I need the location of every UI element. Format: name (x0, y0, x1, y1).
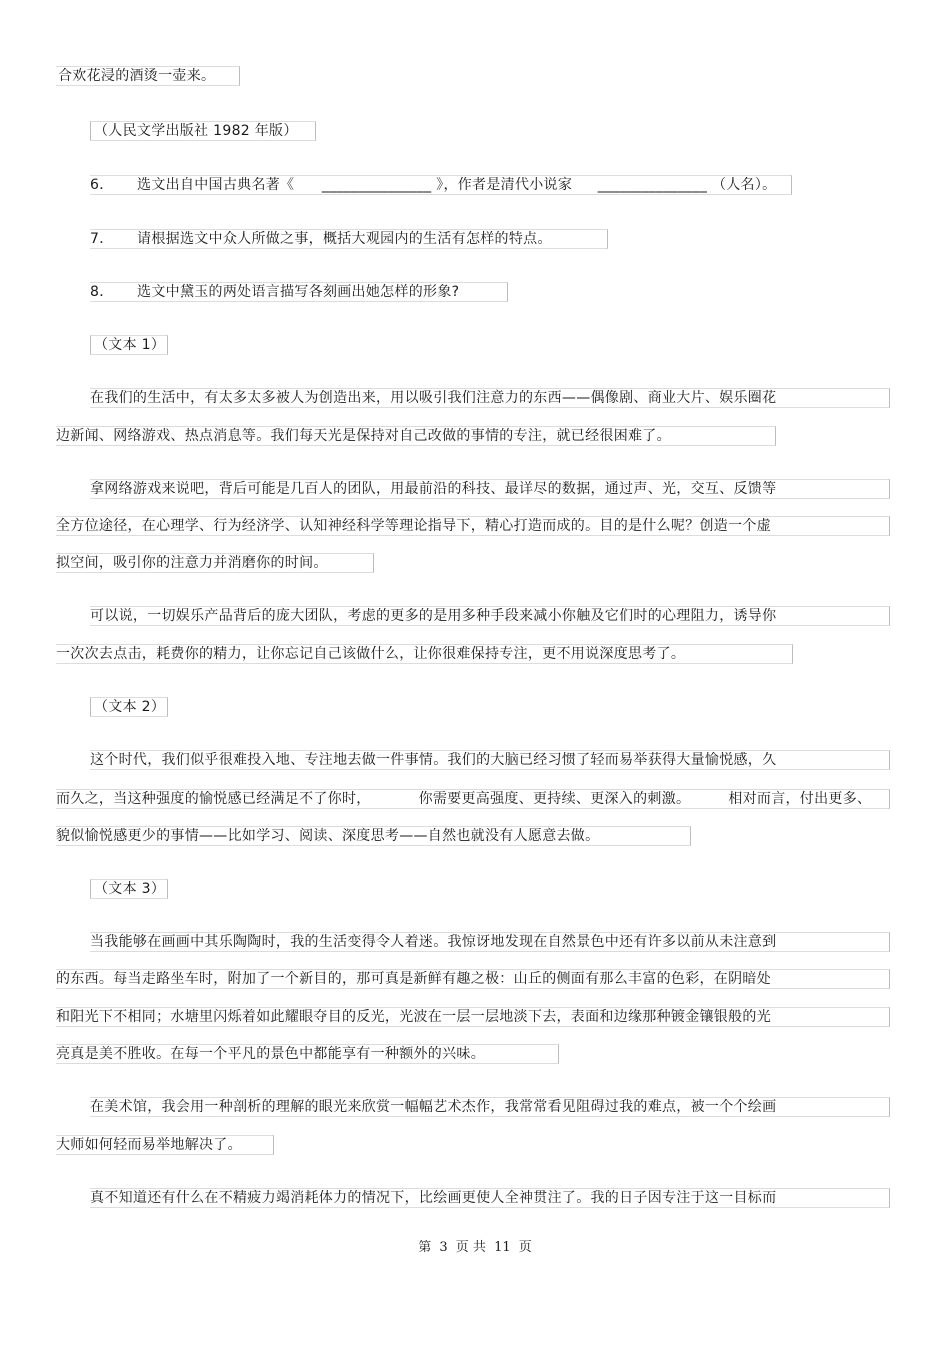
paragraph-line: 全方位途径，在心理学、行为经济学、认知神经科学等理论指导下，精心打造而成的。目的是什么呢？创造一个虚 (56, 518, 771, 534)
footer-text: 页 共 (455, 1240, 486, 1255)
question-text: 选文出自中国古典名著《 (137, 177, 295, 193)
answer-blank: _______________ (321, 177, 432, 193)
question-number: 7． (90, 231, 114, 247)
question-8 (90, 282, 459, 302)
paragraph-line (56, 789, 871, 809)
paragraph-line: 一次次去点击，耗费你的精力，让你忘记自己该做什么，让你很难保持专注，更不用说深度思考了。 (56, 646, 686, 662)
paragraph-line: 和阳光下不相同；水塘里闪烁着如此耀眼夺目的反光，光波在一层一层地淡下去，表面和边缘那种镀金镶银般的光 (56, 1009, 771, 1025)
page-footer (0, 1236, 950, 1255)
paragraph-line: 真不知道还有什么在不精疲力竭消耗体力的情况下，比绘画更使人全神贯注了。我的日子因专注于这一目标而 (90, 1190, 777, 1206)
paragraph-line: 拟空间，吸引你的注意力并消磨你的时间。 (56, 555, 328, 571)
paragraph-line: 这个时代，我们似乎很难投入地、专注地去做一件事情。我们的大脑已经习惯了轻而易举获得大量愉悦感，久 (90, 752, 777, 768)
paragraph-line: 大师如何轻而易举地解决了。 (56, 1137, 242, 1153)
footer-text: 第 (418, 1240, 432, 1255)
text-line: 合欢花浸的酒烫一壶来。 (58, 68, 216, 84)
page-total: 11 (494, 1240, 511, 1255)
text-label-3: （文本 3） (94, 881, 166, 897)
paragraph-line: 在我们的生活中，有太多太多被人为创造出来，用以吸引我们注意力的东西——偶像剧、商业大片、娱乐圈花 (90, 390, 777, 406)
question-text: 》，作者是清代小说家 (436, 177, 573, 193)
question-text: （人名）。 (711, 177, 777, 193)
footer-text: 页 (518, 1240, 532, 1255)
paragraph-line: 的东西。每当走路坐车时，附加了一个新目的，那可真是新鲜有趣之极：山丘的侧面有那么丰富的色彩，在阴暗处 (56, 971, 771, 987)
page-number: 3 (439, 1240, 448, 1255)
question-7 (90, 229, 552, 249)
paragraph-line: 边新闻、网络游戏、热点消息等。我们每天光是保持对自己改做的事情的专注，就已经很困难了。 (56, 428, 671, 444)
source-note: （人民文学出版社 1982 年版） (94, 123, 298, 139)
paragraph-line: 貌似愉悦感更少的事情——比如学习、阅读、深度思考——自然也就没有人愿意去做。 (56, 828, 600, 844)
paragraph-line: 可以说，一切娱乐产品背后的庞大团队，考虑的更多的是用多种手段来减小你触及它们时的心理阻力，诱导你 (90, 608, 777, 624)
text-segment: 你需要更高强度、更持续、更深入的刺激。 (418, 791, 691, 807)
paragraph-line: 当我能够在画画中其乐陶陶时，我的生活变得令人着迷。我惊讶地发现在自然景色中还有许多以前从未注意到 (90, 934, 777, 950)
question-text: 请根据选文中众人所做之事，概括大观园内的生活有怎样的特点。 (137, 231, 552, 247)
question-number: 6． (90, 177, 114, 193)
text-segment: 而久之，当这种强度的愉悦感已经满足不了你时， (56, 791, 371, 807)
question-6 (90, 175, 776, 195)
paragraph-line: 拿网络游戏来说吧，背后可能是几百人的团队，用最前沿的科技、最详尽的数据，通过声、光，交互、反馈等 (90, 481, 777, 497)
answer-blank: _______________ (597, 177, 708, 193)
text-label-1: （文本 1） (94, 337, 166, 353)
question-text: 选文中黛玉的两处语言描写各刻画出她怎样的形象? (137, 284, 460, 300)
text-segment: 相对而言，付出更多、 (728, 791, 872, 807)
paragraph-line: 在美术馆，我会用一种剖析的理解的眼光来欣赏一幅幅艺术杰作，我常常看见阻碍过我的难点，被一个个绘画 (90, 1099, 777, 1115)
paragraph-line: 亮真是美不胜收。在每一个平凡的景色中都能享有一种额外的兴味。 (56, 1046, 485, 1062)
text-label-2: （文本 2） (94, 699, 166, 715)
question-number: 8． (90, 284, 114, 300)
